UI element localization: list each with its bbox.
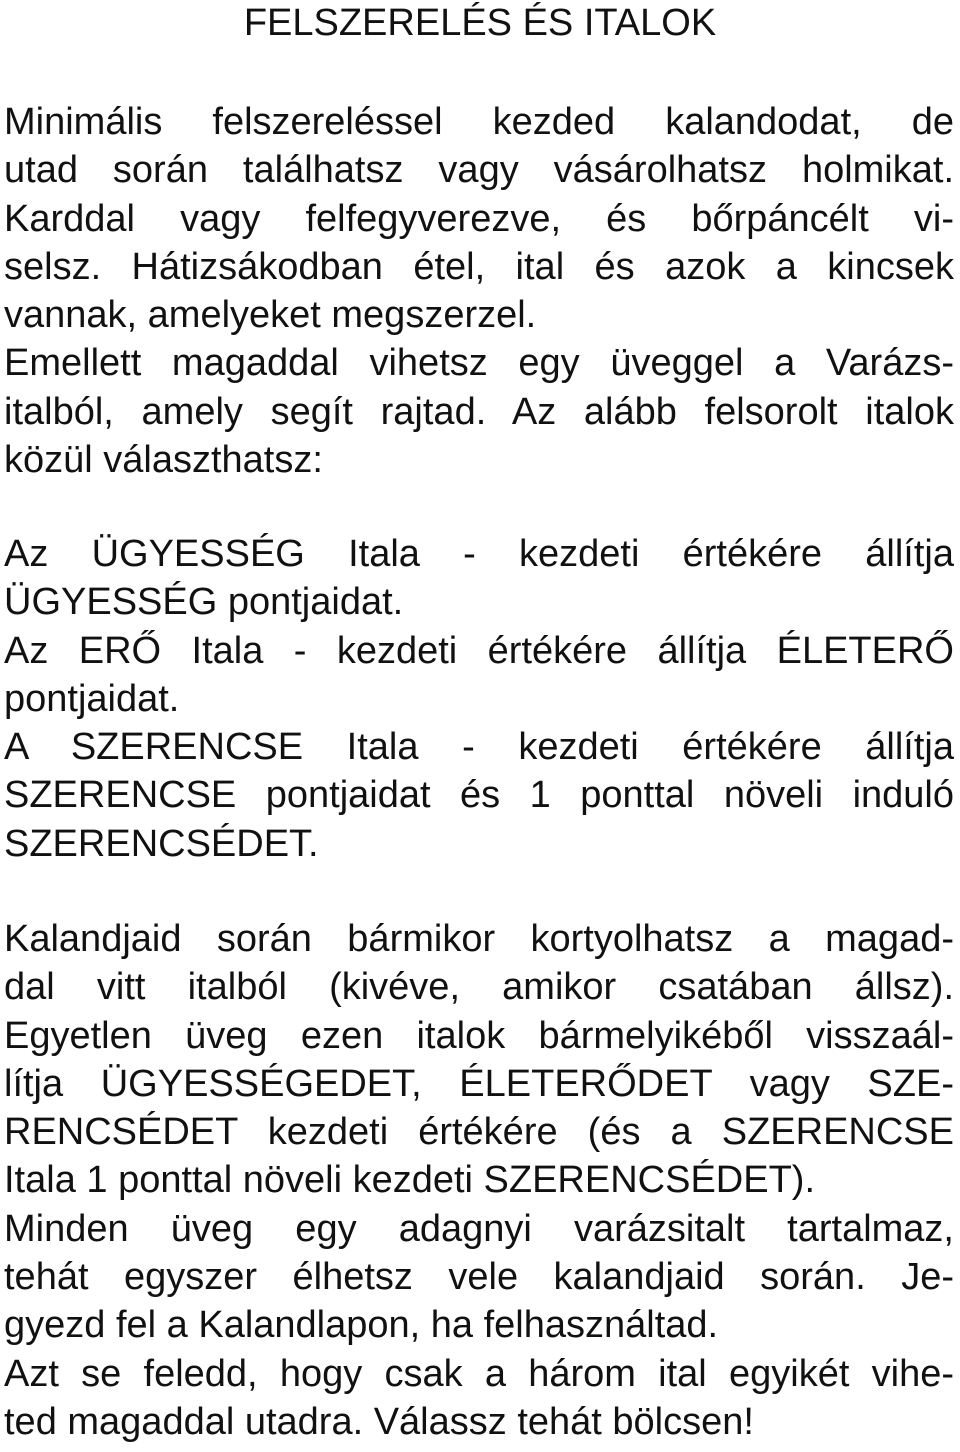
text-line: Minden üveg egy adagnyi varázsitalt tartalmaz, [4,1207,954,1250]
paragraph-potion-usage [4,915,954,1446]
paragraph-potion-list [4,530,954,868]
text-line: italból, amely segít rajtad. Az alább felsorolt italok [4,390,954,433]
text-line: SZERENCSE pontjaidat és 1 ponttal növeli induló [4,774,954,817]
text-line: vannak, amelyeket megszerzel. [4,294,537,337]
text-line: dal vitt italból (kivéve, amikor csatában állsz). [4,966,954,1009]
text-line: lítja ÜGYESSÉGEDET, ÉLETERŐDET vagy SZE- [4,1062,954,1105]
text-line: Az ERŐ Itala - kezdeti értékére állítja ÉLETERŐ [4,629,954,672]
text-line: Emellett magaddal vihetsz egy üveggel a Varázs- [4,342,954,385]
text-line: Azt se feledd, hogy csak a három ital egyikét vihe- [4,1352,954,1395]
text-line: utad során találhatsz vagy vásárolhatsz holmikat. [4,149,954,192]
text-line: Itala 1 ponttal növeli kezdeti SZERENCSÉDET). [4,1159,816,1202]
text-line: A SZERENCSE Itala - kezdeti értékére állítja [4,726,954,769]
text-line: RENCSÉDET kezdeti értékére (és a SZERENCSE [4,1111,954,1154]
text-line: selsz. Hátizsákodban étel, ital és azok a kincsek [4,245,954,288]
text-line: ÜGYESSÉG pontjaidat. [4,581,404,624]
text-line: Kalandjaid során bármikor kortyolhatsz a magad- [4,918,954,960]
text-line: gyezd fel a Kalandlapon, ha felhasználtad. [4,1304,719,1347]
paragraph-equipment-intro [4,98,954,484]
text-line: Karddal vagy felfegyverezve, és bőrpáncélt vi- [4,197,954,240]
text-line: ted magaddal utadra. Válassz tehát bölcsen! [4,1400,754,1443]
text-line: közül választhatsz: [4,439,323,482]
page-title: FELSZERELÉS ÉS ITALOK [243,2,717,44]
text-line: SZERENCSÉDET. [4,822,319,865]
text-line: Minimális felszereléssel kezded kalandodat, de [4,101,954,143]
text-line: Az ÜGYESSÉG Itala - kezdeti értékére állítja [4,533,954,575]
text-line: tehát egyszer élhetsz vele kalandjaid során. Je- [4,1256,954,1299]
text-line: pontjaidat. [4,677,180,720]
text-line: Egyetlen üveg ezen italok bármelyikéből visszaál- [4,1014,954,1057]
